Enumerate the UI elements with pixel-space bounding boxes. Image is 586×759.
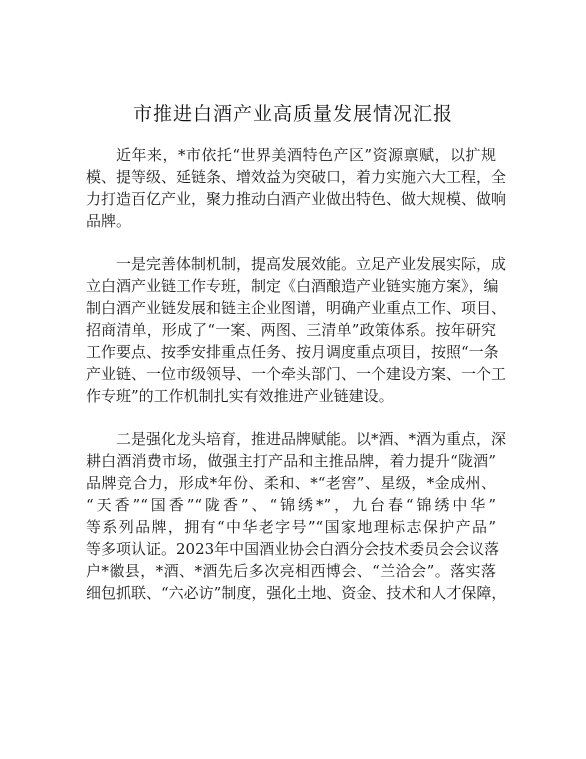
paragraph-2-line: 产业链、一位市级领导、一个牵头部门、一个建设方案、一个工 — [86, 365, 507, 383]
paragraph-1-line: 近年来，*市依托“世界美酒特色产区”资源禀赋，以扩规 — [116, 146, 496, 164]
paragraph-3-line: 细包抓联、“六必访”制度，强化土地、资金、技术和人才保障， — [86, 584, 507, 602]
paragraph-2-line: 立白酒产业链工作专班，制定《白酒酿造产业链实施方案》，编 — [86, 277, 499, 295]
paragraph-3-line: 户*徽县，*酒、*酒先后多次亮相西博会、“兰洽会”。落实落 — [86, 562, 496, 580]
paragraph-3-line: 耕白酒消费市场，做强主打产品和主推品牌，着力提升“陇酒” — [86, 452, 496, 470]
document-title: 市推进白酒产业高质量发展情况汇报 — [132, 103, 453, 125]
paragraph-2-line: 一是完善体制机制，提高发展效能。立足产业发展实际，成 — [116, 255, 507, 273]
paragraph-1-line: 模、提等级、延链条、增效益为突破口，着力实施六大工程，全 — [86, 168, 507, 186]
paragraph-2-line: 工作要点、按季安排重点任务、按月调度重点项目，按照“一条 — [86, 343, 499, 361]
paragraph-2-line: 作专班”的工作机制扎实有效推进产业链建设。 — [86, 387, 394, 405]
paragraph-1-line: 力打造百亿产业，聚力推动白酒产业做出特色、做大规模、做响 — [86, 190, 507, 208]
paragraph-3-line: 等多项认证。2023年中国酒业协会白酒分会技术委员会会议落 — [86, 540, 500, 558]
paragraph-2-line: 招商清单，形成了“一案、两图、三清单”政策体系。按年研究 — [86, 321, 496, 339]
paragraph-3-line: “天香”“国香”“陇香”、“锦绣*”，九台春“锦绣中华” — [86, 496, 496, 514]
paragraph-2-line: 制白酒产业链发展和链主企业图谱，明确产业重点工作、项目、 — [86, 299, 507, 317]
paragraph-1-line: 品牌。 — [86, 212, 132, 230]
paragraph-3-line: 等系列品牌，拥有“中华老字号”“国家地理标志保护产品” — [86, 518, 496, 536]
paragraph-3-line: 二是强化龙头培育，推进品牌赋能。以*酒、*酒为重点，深 — [116, 430, 507, 448]
paragraph-3-line: 品牌竞合力，形成*年份、柔和、*“老窖”、星级，*金成州、 — [86, 474, 496, 492]
